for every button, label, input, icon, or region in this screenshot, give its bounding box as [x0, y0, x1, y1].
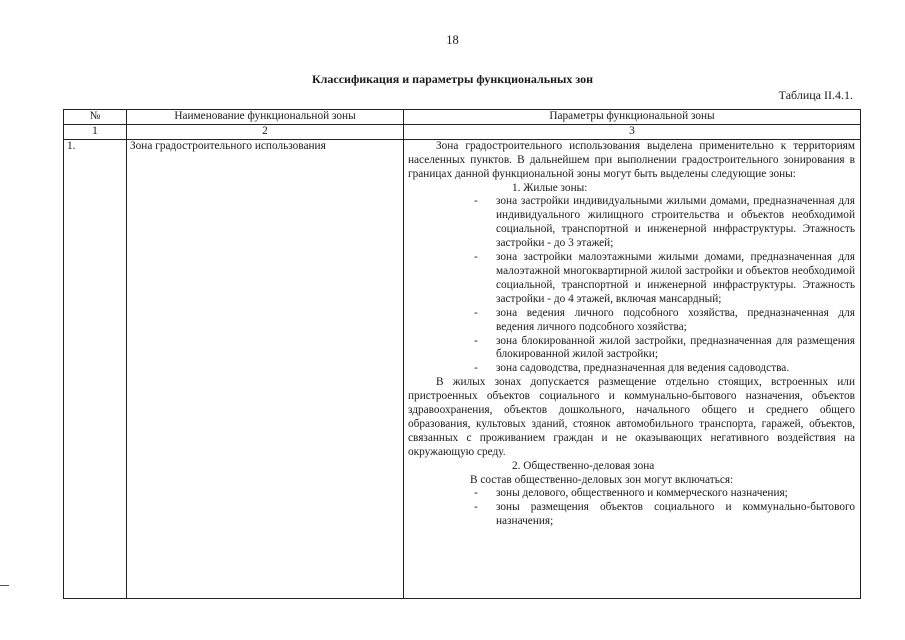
- column-number-2: 2: [127, 124, 404, 139]
- business-zones-list: [408, 487, 855, 529]
- section-residential-heading: 1. Жилые зоны:: [512, 181, 588, 194]
- list-item: - зоны размещения объектов социального и коммунально-бытового назначения;: [474, 501, 855, 528]
- column-number-3: 3: [404, 124, 861, 139]
- page-number: 18: [446, 33, 459, 47]
- list-item: - зона садоводства, предназначенная для ведения садоводства.: [474, 362, 790, 375]
- residential-note: В жилых зонах допускается размещение отдельно стоящих, встроенных или пристроенных объектов социального и коммунально-бытового назначения, объектов здравоохранения, объектов дошкольного, начального общего и среднего общего образования, культовых зданий, стоянок автомобильного транспорта, гаражей, объектов, связанных с проживанием граждан и не оказывающих негативного воздействия на окружающую среду.: [408, 376, 855, 458]
- row-zone-params: [404, 139, 861, 598]
- column-number-1: 1: [64, 124, 127, 139]
- header-zone-name: Наименование функциональной зоны: [127, 110, 404, 125]
- list-item: - зона застройки малоэтажными жилыми домами, предназначенная для малоэтажной многоквартирной жилой застройки и объектов необходимой социальной, транспортной и инженерной инфраструктуры. Этажность застройки - до 4 этажей, включая мансардный;: [474, 251, 855, 305]
- list-item: - зона ведения личного подсобного хозяйства, предназначенная для ведения личного подсобного хозяйства;: [474, 306, 855, 333]
- document-title: Классификация и параметры функциональных зон: [311, 72, 594, 86]
- row-zone-name: Зона градостроительного использования: [127, 139, 404, 598]
- table-row: [64, 139, 861, 598]
- table-column-numbers-row: [64, 124, 861, 139]
- business-intro: В состав общественно-деловых зон могут включаться:: [470, 473, 734, 486]
- residential-zones-list: [408, 195, 855, 376]
- header-zone-params: Параметры функциональной зоны: [404, 110, 861, 125]
- table-header-row: [64, 110, 861, 125]
- header-number: №: [64, 110, 127, 125]
- list-item: - зона застройки индивидуальными жилыми домами, предназначенная для индивидуального жилищного строительства и объектов необходимой социальной, транспортной и инженерной инфраструктуры. Этажность застройки - до 3 этажей;: [474, 195, 855, 250]
- row-number: 1.: [64, 139, 127, 598]
- table-label: Таблица II.4.1.: [778, 88, 853, 102]
- list-item: - зоны делового, общественного и коммерческого назначения;: [474, 487, 788, 500]
- section-business-heading: 2. Общественно-деловая зона: [512, 459, 655, 472]
- margin-mark: [0, 585, 9, 586]
- params-intro: Зона градостроительного использования выделена применительно к территориям населенных пунктов. В дальнейшем при выполнении градостроительного зонирования в границах данной функциональной зоны могут быть выделены следующие зоны:: [408, 139, 855, 180]
- list-item: - зона блокированной жилой застройки, предназначенная для размещения блокированной жилой застройки;: [474, 334, 855, 361]
- zones-table: [63, 109, 861, 599]
